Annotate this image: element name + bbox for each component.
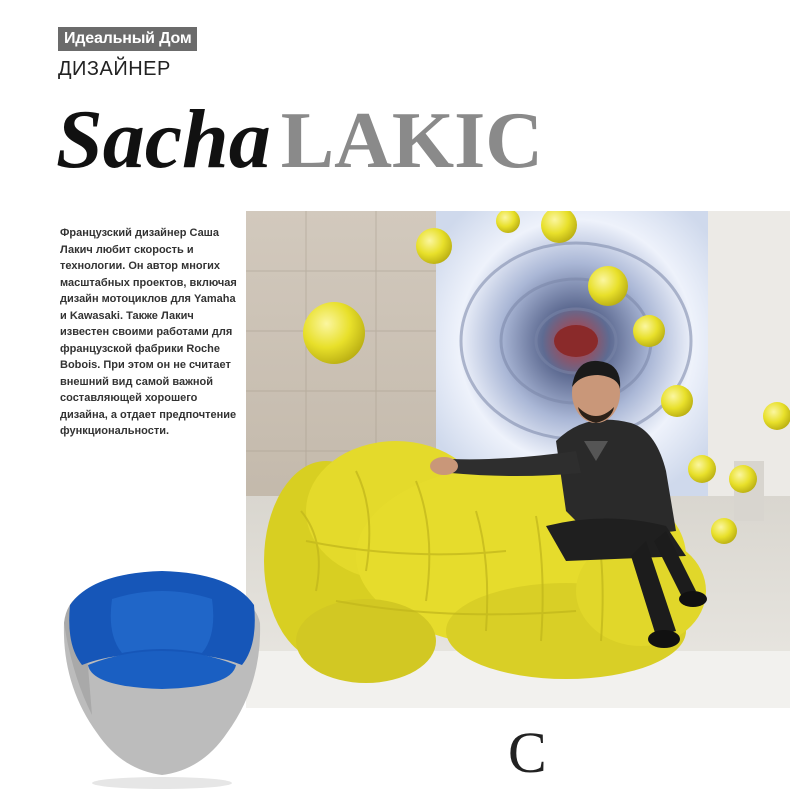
rubric-tag: Идеальный Дом [58,27,197,51]
svg-text:С: С [508,722,547,785]
armchair-photo [52,565,272,790]
section-heading: ДИЗАЙНЕР [58,58,171,80]
title-first-name: Sacha [56,93,271,186]
page-title [56,90,543,190]
article-column [508,722,734,790]
intro-paragraph: Французский дизайнер Саша Лакич любит скорость и технологии. Он автор многих масштабных проектов, включая дизайн мотоциклов для Yamaha и Kawasaki. Также Лакич известен своими работами для французской фабрики Roche Bobois. При этом он не считает внешний вид самой важной составляющей хорошего дизайна, а отдает предпочтение функциональности. [60,227,237,437]
title-last-name: LAKIC [280,97,543,185]
main-photo [246,211,790,708]
